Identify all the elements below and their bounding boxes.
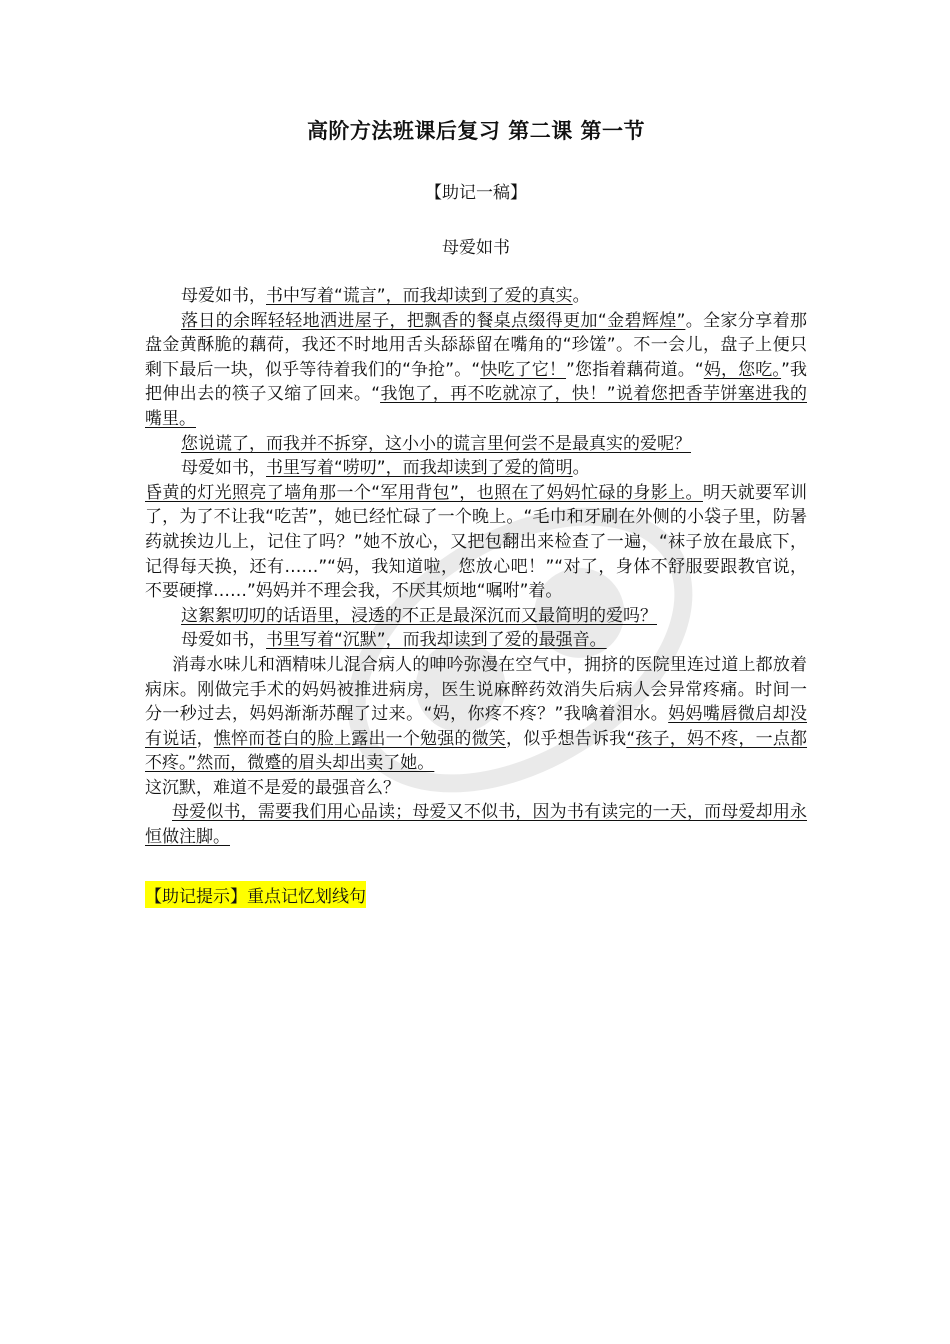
text-run: ，似乎想告诉我 bbox=[506, 728, 627, 749]
essay-title: 母爱如书 bbox=[442, 238, 510, 258]
text-run: 。 bbox=[572, 458, 590, 479]
underlined-sentence: 憔悴而苍白的脸上露出一个勉强的微笑 bbox=[213, 728, 506, 749]
text-run: 母爱如书， bbox=[181, 286, 266, 306]
underlined-sentence: 书中写着“谎言”，而我却读到了爱的真实 bbox=[266, 286, 573, 306]
underlined-sentence: 这絮絮叨叨的话语里，浸透的不正是最深沉而又最简明的爱吗？ bbox=[181, 605, 657, 626]
text-run: 。全家分享着那盘金黄酥脆的藕荷，我还不时地用舌头舔舔留在嘴角的“珍馐”。不一会儿，盘子上便只剩下最后一块，似乎等待着我们的“争抢”。“ bbox=[145, 310, 807, 380]
underlined-sentence: 母爱似书，需要我们用心品读；母爱又不似书，因为书有读完的一天，而母爱却用永恒做注脚。 bbox=[145, 802, 807, 848]
text-run: ”您指着藕荷道。“ bbox=[566, 359, 704, 380]
doc-subtitle: 【助记一稿】 bbox=[425, 183, 527, 203]
doc-title: 高阶方法班课后复习 第二课 第一节 bbox=[306, 119, 646, 143]
essay-body bbox=[145, 284, 807, 850]
underlined-sentence: 书里写着“沉默”，而我却读到了爱的最强音。 bbox=[266, 630, 607, 651]
text-run: ”我把伸出去的筷子又缩了回来。“ bbox=[145, 359, 808, 405]
underlined-sentence: “孩子，妈不疼，一点都不疼。”然而，微蹙的眉头却出卖了她。 bbox=[145, 728, 808, 774]
paragraph-3 bbox=[145, 432, 807, 457]
underlined-sentence: 您说谎了，而我并不拆穿，这小小的谎言里何尝不是最真实的爱呢？ bbox=[181, 433, 691, 454]
text-run: ， bbox=[196, 728, 214, 749]
paragraph-4 bbox=[145, 456, 807, 481]
underlined-sentence: 我饱了，再不吃就凉了，快！”说着您把香芋饼塞进我的嘴里。 bbox=[145, 384, 807, 429]
paragraph-8 bbox=[145, 653, 807, 776]
underlined-sentence: 落日的余晖轻轻地洒进屋子，把飘香的餐桌点缀得更加“金碧辉煌” bbox=[181, 310, 686, 331]
text-run: 母爱如书， bbox=[181, 630, 266, 651]
underlined-sentence: 妈，您吃。 bbox=[703, 359, 782, 380]
text-run: 明天就要军训了，为了不让我“吃苦”，她已经忙碌了一个晚上。“毛巾和牙刷在外侧的小袋子里，防暑药就挨边儿上，记住了吗？”她不放心，又把包翻出来检查了一遍，“袜子放在最底下，记得每天换，还有……”“妈，我知道啦，您放心吧！”“对了，身体不舒服要跟教官说，不要硬撑……”妈妈并不理会我，不厌其烦地“嘱咐”着。 bbox=[145, 482, 807, 602]
paragraph-6 bbox=[145, 604, 807, 629]
paragraph-5 bbox=[145, 481, 807, 604]
memory-hint-highlight: 【助记提示】重点记忆划线句 bbox=[145, 881, 366, 908]
underlined-sentence: 快吃了它！ bbox=[480, 359, 567, 380]
text-run: 。 bbox=[572, 286, 590, 306]
paragraph-7 bbox=[145, 628, 807, 653]
text-run: 这沉默，难道不是爱的最强音么？ bbox=[145, 777, 400, 798]
underlined-sentence: 书里写着“唠叨”，而我却读到了爱的简明 bbox=[266, 458, 573, 479]
text-run: 母爱如书， bbox=[181, 458, 266, 479]
paragraph-9 bbox=[145, 776, 807, 801]
underlined-sentence: 昏黄的灯光照亮了墙角那一个“军用背包”，也照在了妈妈忙碌的身影上。 bbox=[145, 482, 703, 503]
paragraph-10 bbox=[145, 800, 807, 849]
paragraph-2 bbox=[145, 309, 807, 432]
text-run: 消毒水味儿和酒精味儿混合病人的呻吟弥漫在空气中，拥挤的医院里连过道上都放着病床。刚做完手术的妈妈被推进病房，医生说麻醉药效消失后病人会异常疼痛。时间一分一秒过去，妈妈渐渐苏醒了过来。“妈，你疼不疼？”我噙着泪水。 bbox=[145, 654, 807, 725]
paragraph-1 bbox=[145, 284, 807, 309]
underlined-sentence: 妈妈嘴唇微启却没有说话 bbox=[145, 704, 807, 749]
